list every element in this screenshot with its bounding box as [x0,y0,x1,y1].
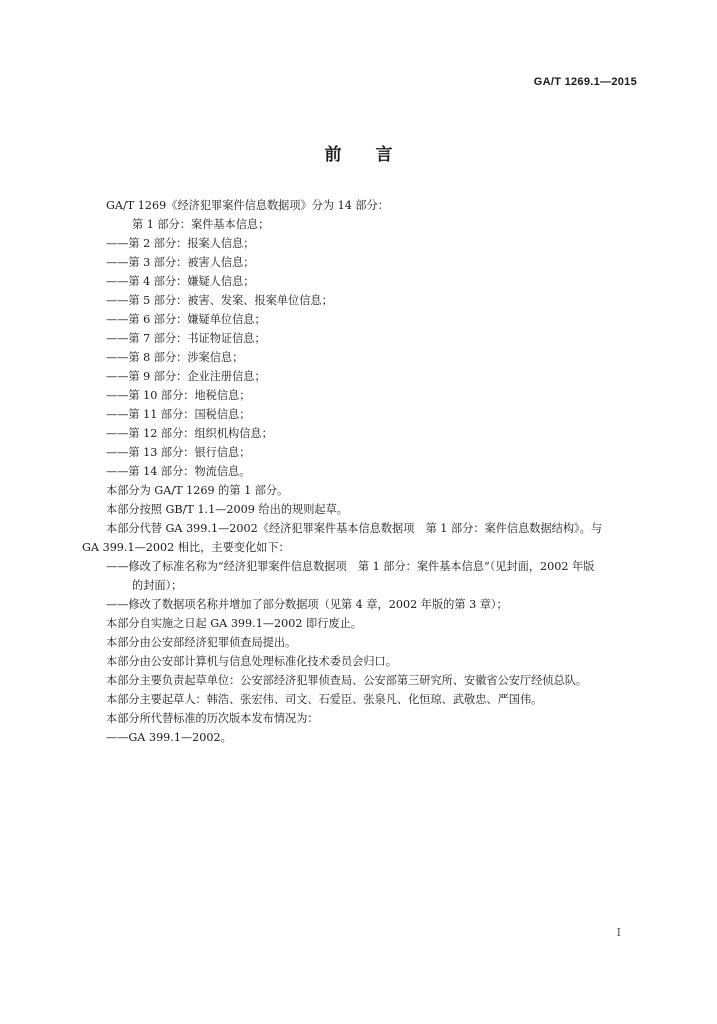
paragraph: 本部分自实施之日起 GA 399.1—2002 即行废止。 [106,617,362,630]
page-title [0,140,717,165]
list-item: ——第 9 部分：企业注册信息； [106,370,266,383]
standard-code: GA/T 1269.1—2015 [533,76,637,88]
paragraph: 本部分主要负责起草单位：公安部经济犯罪侦查局、公安部第三研究所、安徽省公安厅经侦总队。 [106,674,588,687]
paragraph: 本部分所代替标准的历次版本发布情况为： [106,712,319,725]
intro-line: GA/T 1269《经济犯罪案件信息数据项》分为 14 部分： [106,199,389,212]
list-item: ——第 13 部分：银行信息； [106,446,251,459]
change-item: ——修改了标准名称为“经济犯罪案件信息数据项 第 1 部分：案件基本信息”（见封面，2002 年版 [106,560,595,573]
paragraph: 本部分由公安部经济犯罪侦查局提出。 [106,636,297,649]
change-item: ——修改了数据项名称并增加了部分数据项（见第 4 章，2002 年版的第 3 章）； [106,598,508,611]
title-char-2: 言 [375,145,393,165]
list-item: ——第 14 部分：物流信息。 [106,465,251,478]
list-item: 第 1 部分：案件基本信息； [132,218,270,231]
list-item: ——第 5 部分：被害、发案、报案单位信息； [106,294,333,307]
paragraph: ——GA 399.1—2002。 [106,731,232,744]
list-item: ——第 12 部分：组织机构信息； [106,427,273,440]
list-item: ——第 8 部分：涉案信息； [106,351,244,364]
list-item: ——第 6 部分：嫌疑单位信息； [106,313,266,326]
paragraph: GA 399.1—2002 相比，主要变化如下： [82,541,290,554]
page-number: I [616,926,621,939]
paragraph: 本部分主要起草人：韩浩、张宏伟、司文、石爱臣、张泉凡、化恒琼、武敬忠、严国伟。 [106,693,543,706]
list-item: ——第 3 部分：被害人信息； [106,256,255,269]
list-item: ——第 2 部分：报案人信息； [106,237,255,250]
list-item: ——第 4 部分：嫌疑人信息； [106,275,255,288]
title-char-1: 前 [324,145,342,165]
paragraph: 本部分为 GA/T 1269 的第 1 部分。 [106,484,289,497]
paragraph: 本部分按照 GB/T 1.1—2009 给出的规则起草。 [106,503,348,516]
list-item: ——第 10 部分：地税信息； [106,389,251,402]
change-item-continued: 的封面）； [132,579,183,592]
list-item: ——第 11 部分：国税信息； [106,408,251,421]
paragraph: 本部分代替 GA 399.1—2002《经济犯罪案件基本信息数据项 第 1 部分：案件信息数据结构》。与 [106,522,603,535]
list-item: ——第 7 部分：书证物证信息； [106,332,266,345]
paragraph: 本部分由公安部计算机与信息处理标准化技术委员会归口。 [106,655,397,668]
